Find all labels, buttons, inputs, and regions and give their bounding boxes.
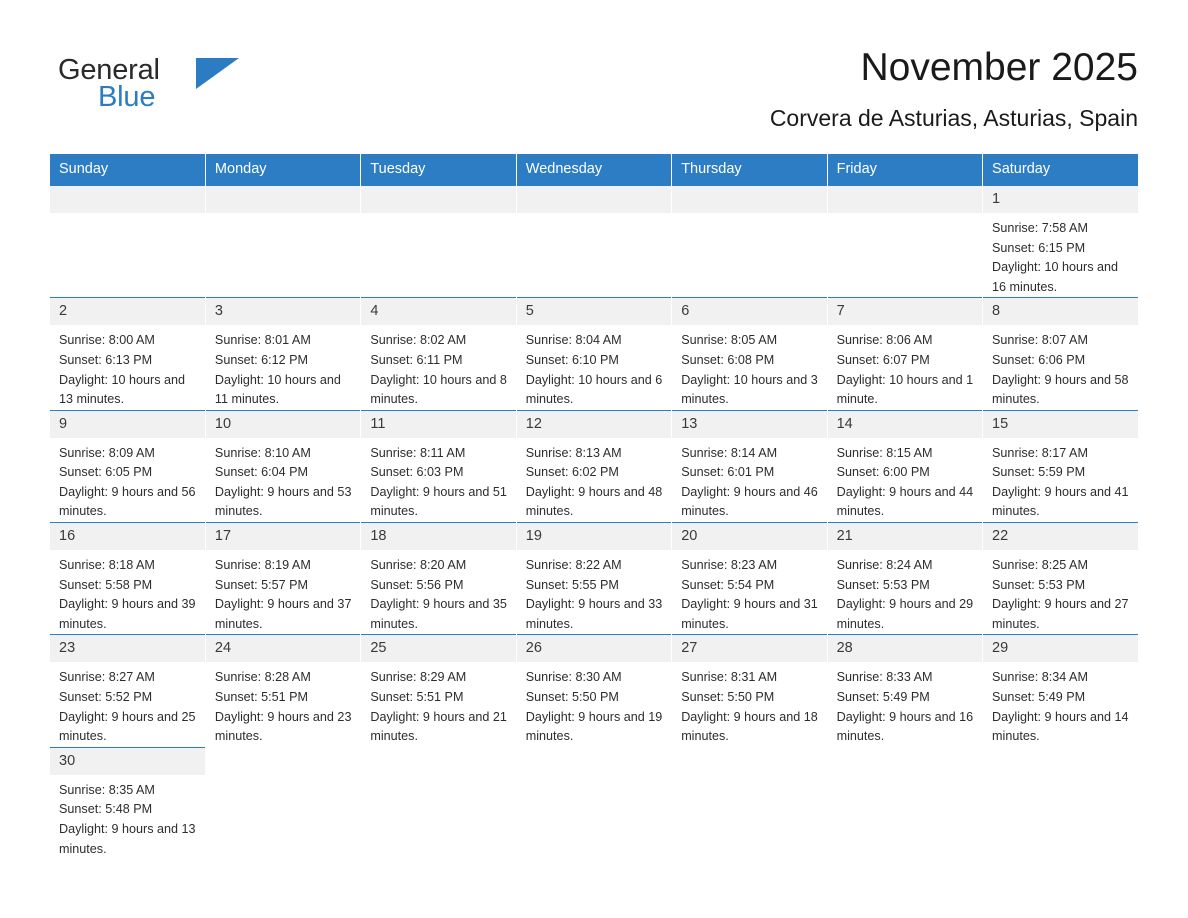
daylight-text: Daylight: 9 hours and 31 minutes. <box>681 597 818 631</box>
sunrise-text: Sunrise: 8:22 AM <box>525 558 622 573</box>
calendar-day-cell <box>205 523 360 635</box>
day-details <box>828 550 982 634</box>
day-details <box>361 325 515 409</box>
daylight-text: Daylight: 10 hours and 6 minutes. <box>525 372 663 407</box>
calendar-day-cell <box>672 298 827 410</box>
daylight-text: Daylight: 9 hours and 48 minutes. <box>525 484 663 519</box>
sunset-text: Sunset: 6:12 PM <box>214 352 309 367</box>
sunrise-text: Sunrise: 8:34 AM <box>992 670 1088 685</box>
weekday-header-monday: Monday <box>205 154 360 186</box>
sunrise-text: Sunrise: 8:02 AM <box>370 333 467 348</box>
day-details <box>983 325 1138 409</box>
day-details <box>672 438 826 522</box>
sunset-text: Sunset: 5:51 PM <box>370 690 464 705</box>
day-number: 9 <box>50 411 205 438</box>
daylight-text: Daylight: 9 hours and 35 minutes. <box>370 597 507 631</box>
day-details <box>983 213 1138 297</box>
day-number: 21 <box>828 523 982 550</box>
sunrise-sunset-calendar <box>50 154 1138 859</box>
calendar-day-cell <box>672 635 827 747</box>
calendar-cell-blank <box>516 747 671 859</box>
daylight-text: Daylight: 9 hours and 33 minutes. <box>525 597 663 631</box>
sunrise-text: Sunrise: 8:05 AM <box>681 333 778 348</box>
day-number: 8 <box>983 298 1138 325</box>
calendar-day-cell <box>516 410 671 522</box>
sunset-text: Sunset: 5:58 PM <box>59 577 153 592</box>
sunset-text: Sunset: 5:49 PM <box>836 690 930 705</box>
day-details <box>50 775 205 859</box>
logo-text-blue: Blue <box>98 81 156 113</box>
sunrise-text: Sunrise: 8:30 AM <box>525 670 622 685</box>
sunset-text: Sunset: 5:48 PM <box>59 802 153 817</box>
sunrise-text: Sunrise: 8:35 AM <box>59 782 155 797</box>
weekday-header-saturday: Saturday <box>983 154 1138 186</box>
calendar-day-cell <box>361 410 516 522</box>
daylight-text: Daylight: 9 hours and 21 minutes. <box>370 709 507 744</box>
sunrise-text: Sunrise: 8:20 AM <box>370 558 467 573</box>
calendar-day-cell <box>50 410 205 522</box>
calendar-cell-empty <box>516 185 671 297</box>
calendar-day-cell <box>50 747 205 859</box>
day-details <box>983 550 1138 634</box>
daylight-text: Daylight: 10 hours and 11 minutes. <box>214 372 341 407</box>
sunrise-text: Sunrise: 8:04 AM <box>525 333 622 348</box>
day-details <box>828 325 982 409</box>
weekday-header-row <box>50 154 1138 186</box>
general-blue-logo <box>50 48 240 114</box>
calendar-week-row <box>50 298 1138 410</box>
sunset-text: Sunset: 5:50 PM <box>681 690 775 705</box>
calendar-day-cell <box>983 410 1138 522</box>
calendar-day-cell <box>516 635 671 747</box>
sunset-text: Sunset: 6:08 PM <box>681 352 775 367</box>
daylight-text: Daylight: 9 hours and 46 minutes. <box>681 484 818 519</box>
day-number: 17 <box>206 523 360 550</box>
calendar-day-cell <box>827 635 982 747</box>
daylight-text: Daylight: 10 hours and 16 minutes. <box>992 260 1119 294</box>
day-details <box>672 550 826 634</box>
day-number: 15 <box>983 411 1138 438</box>
sunset-text: Sunset: 6:04 PM <box>214 465 309 480</box>
logo-text-general: General <box>58 54 160 86</box>
calendar-week-row <box>50 635 1138 747</box>
day-number: 22 <box>983 523 1138 550</box>
calendar-cell-empty <box>827 185 982 297</box>
calendar-day-cell <box>983 185 1138 297</box>
page-header <box>50 0 1138 132</box>
day-number <box>517 186 671 213</box>
daylight-text: Daylight: 9 hours and 41 minutes. <box>992 484 1129 519</box>
day-number <box>361 186 515 213</box>
calendar-day-cell <box>827 298 982 410</box>
weekday-header-tuesday: Tuesday <box>361 154 516 186</box>
day-details <box>206 325 360 409</box>
day-number: 6 <box>672 298 826 325</box>
day-details <box>517 438 671 522</box>
location-subtitle: Corvera de Asturias, Asturias, Spain <box>769 104 1138 131</box>
sunset-text: Sunset: 6:10 PM <box>525 352 619 367</box>
day-number: 27 <box>672 635 826 662</box>
day-number: 23 <box>50 635 205 662</box>
title-block <box>240 48 1138 132</box>
sunrise-text: Sunrise: 8:06 AM <box>836 333 933 348</box>
calendar-week-row <box>50 523 1138 635</box>
day-details <box>983 662 1138 746</box>
sunset-text: Sunset: 6:06 PM <box>992 352 1086 367</box>
daylight-text: Daylight: 10 hours and 3 minutes. <box>681 372 818 407</box>
day-details <box>206 550 360 634</box>
sunset-text: Sunset: 5:56 PM <box>370 577 464 592</box>
sunset-text: Sunset: 5:57 PM <box>214 577 309 592</box>
sunrise-text: Sunrise: 8:27 AM <box>59 670 155 685</box>
sunset-text: Sunset: 6:07 PM <box>836 352 930 367</box>
logo-triangle-icon <box>196 58 239 89</box>
day-number: 16 <box>50 523 205 550</box>
calendar-day-cell <box>361 635 516 747</box>
sunrise-text: Sunrise: 8:28 AM <box>214 670 311 685</box>
calendar-day-cell <box>361 523 516 635</box>
sunset-text: Sunset: 6:15 PM <box>992 240 1086 255</box>
sunset-text: Sunset: 5:49 PM <box>992 690 1086 705</box>
daylight-text: Daylight: 9 hours and 16 minutes. <box>836 709 974 744</box>
calendar-day-cell <box>983 298 1138 410</box>
day-number: 13 <box>672 411 826 438</box>
daylight-text: Daylight: 9 hours and 25 minutes. <box>59 709 196 744</box>
weekday-header-friday: Friday <box>827 154 982 186</box>
daylight-text: Daylight: 9 hours and 13 minutes. <box>59 822 196 856</box>
sunset-text: Sunset: 6:01 PM <box>681 465 775 480</box>
sunset-text: Sunset: 6:02 PM <box>525 465 619 480</box>
sunset-text: Sunset: 5:53 PM <box>836 577 930 592</box>
day-details <box>517 550 671 634</box>
day-details <box>50 662 205 746</box>
sunrise-text: Sunrise: 8:23 AM <box>681 558 778 573</box>
sunrise-text: Sunrise: 8:19 AM <box>214 558 311 573</box>
calendar-cell-empty <box>205 185 360 297</box>
sunrise-text: Sunrise: 8:07 AM <box>992 333 1088 348</box>
calendar-cell-empty <box>50 185 205 297</box>
sunset-text: Sunset: 6:00 PM <box>836 465 930 480</box>
sunrise-text: Sunrise: 8:14 AM <box>681 445 778 460</box>
daylight-text: Daylight: 10 hours and 1 minute. <box>836 372 974 407</box>
daylight-text: Daylight: 9 hours and 14 minutes. <box>992 709 1129 744</box>
day-details <box>672 325 826 409</box>
calendar-week-row <box>50 185 1138 297</box>
sunrise-text: Sunrise: 8:00 AM <box>59 333 155 348</box>
day-number: 1 <box>983 186 1138 213</box>
day-number: 7 <box>828 298 982 325</box>
day-number: 5 <box>517 298 671 325</box>
day-details <box>672 662 826 746</box>
calendar-day-cell <box>672 410 827 522</box>
daylight-text: Daylight: 10 hours and 13 minutes. <box>59 372 186 407</box>
daylight-text: Daylight: 9 hours and 39 minutes. <box>59 597 196 631</box>
daylight-text: Daylight: 9 hours and 29 minutes. <box>836 597 974 631</box>
day-number <box>206 186 360 213</box>
calendar-day-cell <box>516 523 671 635</box>
sunset-text: Sunset: 5:55 PM <box>525 577 619 592</box>
sunset-text: Sunset: 5:50 PM <box>525 690 619 705</box>
calendar-day-cell <box>827 410 982 522</box>
daylight-text: Daylight: 9 hours and 37 minutes. <box>214 597 352 631</box>
day-details <box>517 662 671 746</box>
calendar-day-cell <box>516 298 671 410</box>
sunrise-text: Sunrise: 8:11 AM <box>370 445 466 460</box>
sunrise-text: Sunrise: 7:58 AM <box>992 220 1088 235</box>
daylight-text: Daylight: 9 hours and 44 minutes. <box>836 484 974 519</box>
day-details <box>361 438 515 522</box>
day-number: 24 <box>206 635 360 662</box>
daylight-text: Daylight: 9 hours and 53 minutes. <box>214 484 352 519</box>
sunrise-text: Sunrise: 8:10 AM <box>214 445 311 460</box>
day-number: 28 <box>828 635 982 662</box>
sunrise-text: Sunrise: 8:33 AM <box>836 670 933 685</box>
day-number: 3 <box>206 298 360 325</box>
day-number: 11 <box>361 411 515 438</box>
daylight-text: Daylight: 9 hours and 19 minutes. <box>525 709 663 744</box>
calendar-week-row <box>50 410 1138 522</box>
calendar-day-cell <box>983 635 1138 747</box>
sunrise-text: Sunrise: 8:25 AM <box>992 558 1088 573</box>
day-details <box>206 662 360 746</box>
daylight-text: Daylight: 10 hours and 8 minutes. <box>370 372 507 407</box>
day-number <box>672 186 826 213</box>
calendar-day-cell <box>205 298 360 410</box>
calendar-day-cell <box>827 523 982 635</box>
daylight-text: Daylight: 9 hours and 27 minutes. <box>992 597 1129 631</box>
day-details <box>50 325 205 409</box>
day-number: 26 <box>517 635 671 662</box>
day-number: 18 <box>361 523 515 550</box>
day-details <box>206 438 360 522</box>
day-number: 25 <box>361 635 515 662</box>
sunrise-text: Sunrise: 8:15 AM <box>836 445 933 460</box>
daylight-text: Daylight: 9 hours and 51 minutes. <box>370 484 507 519</box>
calendar-cell-blank <box>827 747 982 859</box>
calendar-day-cell <box>50 635 205 747</box>
weekday-header-wednesday: Wednesday <box>516 154 671 186</box>
sunset-text: Sunset: 6:13 PM <box>59 352 153 367</box>
calendar-week-row <box>50 747 1138 859</box>
sunset-text: Sunset: 6:11 PM <box>370 352 463 367</box>
sunrise-text: Sunrise: 8:17 AM <box>992 445 1088 460</box>
sunrise-text: Sunrise: 8:24 AM <box>836 558 933 573</box>
day-number <box>50 186 205 213</box>
day-details <box>361 662 515 746</box>
sunrise-text: Sunrise: 8:09 AM <box>59 445 155 460</box>
calendar-cell-blank <box>672 747 827 859</box>
calendar-cell-empty <box>672 185 827 297</box>
sunset-text: Sunset: 6:05 PM <box>59 465 153 480</box>
daylight-text: Daylight: 9 hours and 58 minutes. <box>992 372 1129 407</box>
day-details <box>517 325 671 409</box>
calendar-day-cell <box>205 635 360 747</box>
day-number: 12 <box>517 411 671 438</box>
day-number <box>828 186 982 213</box>
daylight-text: Daylight: 9 hours and 18 minutes. <box>681 709 818 744</box>
calendar-body <box>50 185 1138 859</box>
daylight-text: Daylight: 9 hours and 56 minutes. <box>59 484 196 519</box>
sunset-text: Sunset: 6:03 PM <box>370 465 464 480</box>
calendar-day-cell <box>50 298 205 410</box>
day-details <box>50 550 205 634</box>
sunrise-text: Sunrise: 8:18 AM <box>59 558 155 573</box>
sunset-text: Sunset: 5:54 PM <box>681 577 775 592</box>
weekday-header-sunday: Sunday <box>50 154 205 186</box>
calendar-day-cell <box>361 298 516 410</box>
sunset-text: Sunset: 5:53 PM <box>992 577 1086 592</box>
day-details <box>828 662 982 746</box>
day-number: 2 <box>50 298 205 325</box>
daylight-text: Daylight: 9 hours and 23 minutes. <box>214 709 352 744</box>
day-number: 20 <box>672 523 826 550</box>
sunrise-text: Sunrise: 8:31 AM <box>681 670 778 685</box>
calendar-cell-blank <box>983 747 1138 859</box>
calendar-day-cell <box>983 523 1138 635</box>
day-number: 19 <box>517 523 671 550</box>
day-number: 30 <box>50 748 205 775</box>
calendar-day-cell <box>50 523 205 635</box>
calendar-cell-blank <box>205 747 360 859</box>
page-title: November 2025 <box>860 46 1138 89</box>
day-number: 29 <box>983 635 1138 662</box>
sunset-text: Sunset: 5:51 PM <box>214 690 309 705</box>
weekday-header-thursday: Thursday <box>672 154 827 186</box>
day-number: 14 <box>828 411 982 438</box>
day-details <box>50 438 205 522</box>
sunrise-text: Sunrise: 8:01 AM <box>214 333 311 348</box>
day-details <box>361 550 515 634</box>
calendar-day-cell <box>205 410 360 522</box>
sunset-text: Sunset: 5:52 PM <box>59 690 153 705</box>
calendar-cell-blank <box>361 747 516 859</box>
sunrise-text: Sunrise: 8:13 AM <box>525 445 622 460</box>
sunrise-text: Sunrise: 8:29 AM <box>370 670 467 685</box>
day-number: 10 <box>206 411 360 438</box>
calendar-cell-empty <box>361 185 516 297</box>
day-number: 4 <box>361 298 515 325</box>
sunset-text: Sunset: 5:59 PM <box>992 465 1086 480</box>
calendar-day-cell <box>672 523 827 635</box>
day-details <box>983 438 1138 522</box>
day-details <box>828 438 982 522</box>
